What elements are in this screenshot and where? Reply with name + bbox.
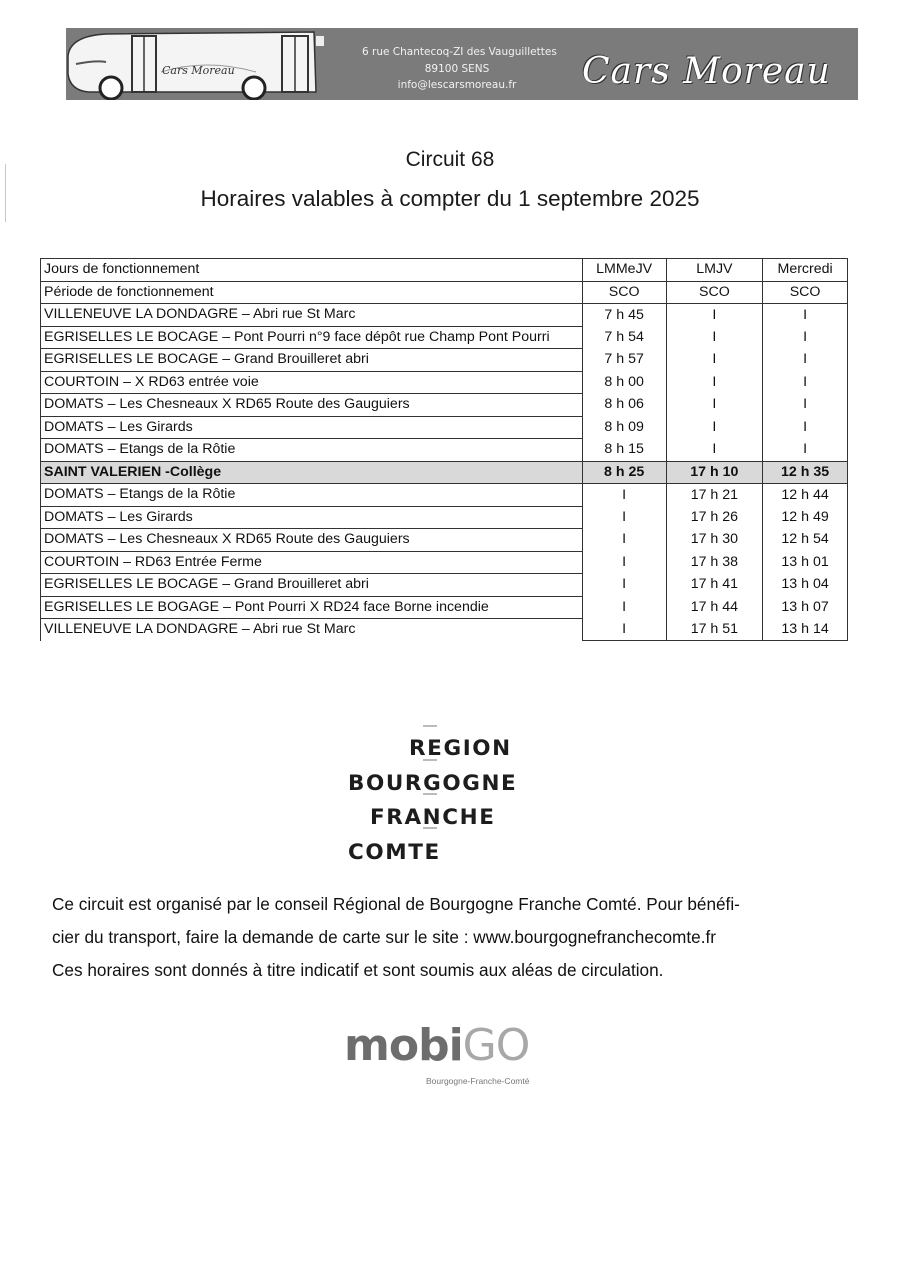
table-row xyxy=(41,574,848,597)
time-cell: I xyxy=(582,506,666,529)
info-line-3: Ces horaires sont donnés à titre indicatif et sont soumis aux aléas de circulation. xyxy=(52,960,664,980)
period-col-1: SCO xyxy=(582,281,666,304)
info-line-2: cier du transport, faire la demande de carte sur le site : www.bourgognefranchecomte.fr xyxy=(52,927,716,947)
hub-time-3: 12 h 35 xyxy=(763,461,848,484)
info-line-1: Ce circuit est organisé par le conseil Régional de Bourgogne Franche Comté. Pour bénéfi- xyxy=(52,894,740,914)
stop-name: EGRISELLES LE BOCAGE – Pont Pourri n°9 face dépôt rue Champ Pont Pourri xyxy=(41,326,583,349)
hub-row xyxy=(41,461,848,484)
cars-moreau-logo: Cars Moreau xyxy=(582,51,831,92)
table-row xyxy=(41,304,848,327)
page-title: Circuit 68 xyxy=(405,148,495,171)
time-cell: I xyxy=(763,439,848,462)
time-cell: I xyxy=(666,439,763,462)
table-row xyxy=(41,529,848,552)
day-col-1: LMMeJV xyxy=(582,259,666,282)
time-cell: I xyxy=(582,574,666,597)
table-row xyxy=(41,349,848,372)
time-cell: 17 h 38 xyxy=(666,551,763,574)
stop-name: DOMATS – Etangs de la Rôtie xyxy=(41,439,583,462)
table-row xyxy=(41,506,848,529)
time-cell: 12 h 54 xyxy=(763,529,848,552)
region-logo-line-4: COMTE xyxy=(348,839,441,865)
time-cell: I xyxy=(666,416,763,439)
time-cell: 13 h 07 xyxy=(763,596,848,619)
time-cell: 8 h 09 xyxy=(582,416,666,439)
time-cell: 17 h 30 xyxy=(666,529,763,552)
time-cell: I xyxy=(763,304,848,327)
stop-name: EGRISELLES LE BOCAGE – Grand Brouilleret abri xyxy=(41,574,583,597)
bus-illustration xyxy=(66,28,328,100)
stop-name: EGRISELLES LE BOCAGE – Grand Brouilleret abri xyxy=(41,349,583,372)
time-cell: I xyxy=(582,484,666,507)
region-logo xyxy=(348,732,568,870)
period-col-3: SCO xyxy=(763,281,848,304)
company-address xyxy=(362,44,557,94)
stop-name: COURTOIN – RD63 Entrée Ferme xyxy=(41,551,583,574)
stop-name: DOMATS – Les Girards xyxy=(41,506,583,529)
time-cell: I xyxy=(666,371,763,394)
table-row xyxy=(41,619,848,641)
mobigo-wordmark xyxy=(344,1020,529,1071)
info-paragraph xyxy=(52,888,852,987)
time-cell: I xyxy=(763,416,848,439)
timetable xyxy=(40,258,848,641)
stop-name: EGRISELLES LE BOGAGE – Pont Pourri X RD24 face Borne incendie xyxy=(41,596,583,619)
time-cell: 12 h 44 xyxy=(763,484,848,507)
time-cell: I xyxy=(763,349,848,372)
day-col-3: Mercredi xyxy=(763,259,848,282)
stop-name: VILLENEUVE LA DONDAGRE – Abri rue St Marc xyxy=(41,304,583,327)
hub-time-1: 8 h 25 xyxy=(582,461,666,484)
stop-name: DOMATS – Les Girards xyxy=(41,416,583,439)
header-banner xyxy=(66,28,858,100)
header-row-days xyxy=(41,259,848,282)
time-cell: I xyxy=(582,529,666,552)
stop-name: DOMATS – Les Chesneaux X RD65 Route des Gauguiers xyxy=(41,394,583,417)
hub-stop: SAINT VALERIEN -Collège xyxy=(41,461,583,484)
time-cell: 17 h 26 xyxy=(666,506,763,529)
mobigo-tagline: Bourgogne-Franche-Comté xyxy=(426,1076,530,1086)
time-cell: 8 h 15 xyxy=(582,439,666,462)
stop-name: DOMATS – Les Chesneaux X RD65 Route des Gauguiers xyxy=(41,529,583,552)
address-city: 89100 SENS xyxy=(424,62,490,75)
header-row-period xyxy=(41,281,848,304)
time-cell: I xyxy=(582,551,666,574)
time-cell: I xyxy=(763,326,848,349)
time-cell: 8 h 06 xyxy=(582,394,666,417)
mobigo-brand-go: GO xyxy=(462,1020,530,1071)
table-row xyxy=(41,484,848,507)
time-cell: 13 h 04 xyxy=(763,574,848,597)
stop-name: COURTOIN – X RD63 entrée voie xyxy=(41,371,583,394)
table-row xyxy=(41,596,848,619)
table-row xyxy=(41,416,848,439)
table-row xyxy=(41,326,848,349)
time-cell: 7 h 45 xyxy=(582,304,666,327)
mobigo-logo xyxy=(344,1020,564,1090)
period-col-2: SCO xyxy=(666,281,763,304)
time-cell: 7 h 54 xyxy=(582,326,666,349)
time-cell: I xyxy=(763,394,848,417)
time-cell: I xyxy=(666,394,763,417)
row-header-days: Jours de fonctionnement xyxy=(41,259,583,282)
time-cell: 8 h 00 xyxy=(582,371,666,394)
time-cell: I xyxy=(582,596,666,619)
mobigo-brand-main: mobi xyxy=(344,1020,463,1071)
time-cell: I xyxy=(763,371,848,394)
address-street: 6 rue Chantecoq-ZI des Vauguillettes xyxy=(362,46,557,58)
table-row xyxy=(41,371,848,394)
stop-name: DOMATS – Etangs de la Rôtie xyxy=(41,484,583,507)
time-cell: I xyxy=(666,304,763,327)
time-cell: 13 h 01 xyxy=(763,551,848,574)
time-cell: 13 h 14 xyxy=(763,619,848,641)
row-header-period: Période de fonctionnement xyxy=(41,281,583,304)
time-cell: 17 h 41 xyxy=(666,574,763,597)
time-cell: 17 h 51 xyxy=(666,619,763,641)
time-cell: I xyxy=(666,326,763,349)
hub-time-2: 17 h 10 xyxy=(666,461,763,484)
time-cell: 17 h 21 xyxy=(666,484,763,507)
time-cell: 17 h 44 xyxy=(666,596,763,619)
table-row xyxy=(41,394,848,417)
day-col-2: LMJV xyxy=(666,259,763,282)
table-row xyxy=(41,439,848,462)
page-subtitle: Horaires valables à compter du 1 septembre 2025 xyxy=(200,186,700,211)
bus-logo-text: Cars Moreau xyxy=(162,64,235,77)
region-logo-line-2: BOURGOGNE xyxy=(348,770,518,796)
time-cell: I xyxy=(666,349,763,372)
time-cell: 12 h 49 xyxy=(763,506,848,529)
stop-name: VILLENEUVE LA DONDAGRE – Abri rue St Marc xyxy=(41,619,583,641)
table-row xyxy=(41,551,848,574)
time-cell: 7 h 57 xyxy=(582,349,666,372)
time-cell: I xyxy=(582,619,666,641)
region-logo-line-1: REGION xyxy=(409,736,512,761)
address-email: info@lescarsmoreau.fr xyxy=(397,79,517,91)
region-logo-line-3: FRANCHE xyxy=(370,805,496,830)
